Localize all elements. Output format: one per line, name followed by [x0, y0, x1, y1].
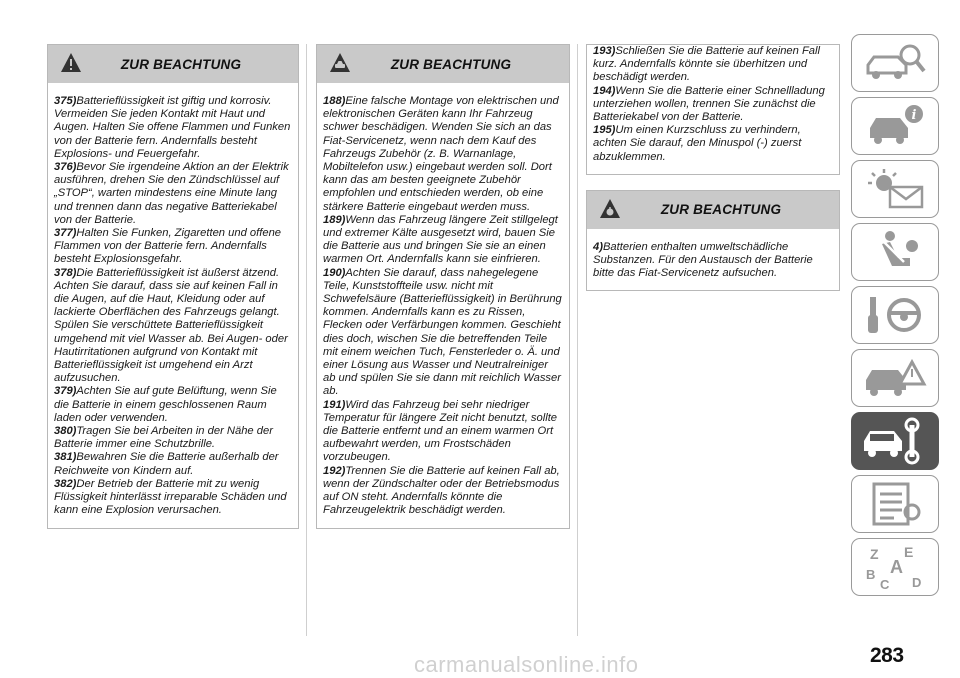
warning-item-number: 381)	[54, 451, 77, 464]
warning-item	[54, 385, 292, 425]
nav-tab-index[interactable]	[851, 538, 939, 596]
nav-tab-maintenance[interactable]	[851, 412, 939, 470]
warning-item-number: 195)	[593, 124, 616, 137]
warning-item-text: Halten Sie Funken, Zigaretten und offene Flammen von der Batterie fern. Andernfalls besteht Explosionsgefahr.	[54, 227, 282, 266]
warning-item	[54, 478, 292, 518]
warning-item-number: 376)	[54, 161, 77, 174]
warning-item	[593, 85, 833, 125]
warning-item-text: Wird das Fahrzeug bei sehr niedriger Temperatur für längere Zeit nicht benutzt, sollte die Batterie entfernt und an einem warmen Ort aufbewahrt werden, um Frostschäden vorzubeugen.	[323, 398, 558, 464]
column-divider	[577, 44, 578, 636]
svg-text:D: D	[912, 575, 922, 590]
warning-item-number: 4)	[593, 240, 603, 253]
column-divider	[306, 44, 307, 636]
warning-item-number: 193)	[593, 45, 616, 57]
warning-item	[54, 267, 292, 386]
warning-item-number: 377)	[54, 227, 77, 240]
warning-triangle-icon	[60, 52, 82, 74]
warning-item-text: Batterieflüssigkeit ist giftig und korrosiv. Vermeiden Sie jeden Kontakt mit Haut und Augen. Halten Sie offene Flammen und Funken von der Batterie fern. Andernfalls besteht Explosions- und Feuergefahr.	[54, 95, 291, 160]
car-breakdown-icon	[860, 354, 930, 402]
environment-icon	[599, 198, 621, 220]
warning-body	[317, 83, 569, 528]
warning-item-number: 191)	[323, 398, 346, 411]
watermark: carmanualsonline.info	[414, 652, 639, 677]
warning-item-number: 192)	[323, 464, 346, 477]
page-number: 283	[870, 644, 904, 667]
warning-item	[593, 241, 833, 281]
svg-text:Z: Z	[870, 546, 879, 562]
warning-item-text: Schließen Sie die Batterie auf keinen Fall kurz. Andernfalls könnte sie überhitzen und beschädigt werden.	[593, 45, 821, 84]
svg-text:i: i	[911, 108, 917, 123]
seat-airbag-icon	[860, 228, 930, 276]
nav-tab-safety[interactable]	[851, 223, 939, 281]
key-steering-wheel-icon	[860, 291, 930, 339]
warning-title: ZUR BEACHTUNG	[390, 56, 512, 72]
warning-item	[54, 425, 292, 451]
car-inspection-icon	[860, 39, 930, 87]
car-wrench-icon	[860, 417, 930, 465]
svg-text:B: B	[866, 567, 876, 582]
warning-item	[54, 95, 292, 161]
warning-box-header	[48, 45, 298, 83]
warning-item-number: 380)	[54, 425, 77, 438]
warning-item	[593, 124, 833, 164]
car-info-icon	[860, 102, 930, 150]
warning-item	[323, 399, 563, 465]
nav-tab-car-inspection[interactable]	[851, 34, 939, 92]
warning-item-number: 382)	[54, 477, 77, 490]
warning-item-text: Bevor Sie irgendeine Aktion an der Elektrik ausführen, drehen Sie den Zündschlüssel auf „STOP“, warten mindestens eine Minute lang und trennen dann das negative Batteriekabel von der Batterie.	[54, 161, 289, 226]
warning-box-2	[316, 44, 570, 529]
chapter-navigation	[851, 34, 941, 601]
warning-item	[54, 161, 292, 227]
warning-item-text: Achten Sie darauf, dass nahegelegene Teile, Kunststoffteile usw. nicht mit Schwefelsäure (Batterieflüssigkeit) in Berührung kommen. Andernfalls kann es zu Rissen, Flecken oder Verfärbungen kommen. Geschieht dies doch, wischen Sie die betreffenden Teile mit einem weichen Tuch, Fensterleder o. Ä. und einer Lösung aus Wasser und Neutralreiniger ab und spülen Sie sie dann mit reichlich Wasser ab.	[323, 266, 562, 398]
warning-lights-message-icon	[860, 165, 930, 213]
warning-body	[48, 83, 298, 528]
warning-item-text: Wenn das Fahrzeug längere Zeit stillgelegt und extremer Kälte ausgesetzt wird, bauen Sie die Batterie aus und bringen Sie sie an einen warmen Ort. Andernfalls kann sie einfrieren.	[323, 213, 558, 266]
warning-item-text: Achten Sie auf gute Belüftung, wenn Sie die Batterie in einem geschlossenen Raum laden oder verwenden.	[54, 385, 277, 424]
warning-box-3	[586, 190, 840, 292]
warning-item	[593, 45, 833, 85]
warning-item-text: Die Batterieflüssigkeit ist äußerst ätzend. Achten Sie darauf, dass sie auf keinen Fall in die Augen, auf die Haut, Kleidung oder auf lackierte Oberflächen des Fahrzeugs gelangt. Spülen Sie verschüttete Batterieflüssigkeit umgehend mit viel Wasser ab. Bei Augen- oder Hautirritationen aufgrund von Kontakt mit Batterieflüssigkeit ist umgehend ein Arzt aufzusuchen.	[54, 266, 288, 385]
warning-item-text: Wenn Sie die Batterie einer Schnellladung unterziehen wollen, trennen Sie zunächst die Batteriekabel von der Batterie.	[593, 84, 825, 124]
warning-item-number: 188)	[323, 95, 346, 107]
nav-tab-warning-lights[interactable]	[851, 160, 939, 218]
warning-item-text: Der Betrieb der Batterie mit zu wenig Flüssigkeit hinterlässt irreparable Schäden und kann eine Explosion verursachen.	[54, 477, 287, 517]
warning-item-number: 378)	[54, 266, 77, 279]
warning-item-number: 190)	[323, 266, 346, 279]
warning-title: ZUR BEACHTUNG	[660, 202, 782, 218]
warning-item	[323, 214, 563, 267]
column-3	[586, 44, 840, 291]
nav-tab-technical-data[interactable]	[851, 475, 939, 533]
nav-tab-emergency[interactable]	[851, 349, 939, 407]
warning-item	[54, 227, 292, 267]
warning-item-text: Eine falsche Montage von elektrischen und elektronischen Geräten kann Ihr Fahrzeug schwer beschädigen. Wenden Sie sich an das Fiat-Servicenetz, wenn nach dem Kauf des Fahrzeugs Zubehör (z. B. Warnanlage, Mobiltelefon usw.) eingebaut werden soll. Dort kann das am besten geeignete Zubehör empfohlen und entschieden werden, ob eine stärkere Batterie eingebaut werden muss.	[323, 95, 559, 213]
warning-item-text: Um einen Kurzschluss zu verhindern, achten Sie darauf, den Minuspol (-) zuerst abzuklemmen.	[593, 124, 802, 163]
warning-item-text: Trennen Sie die Batterie auf keinen Fall ab, wenn der Zündschalter oder der Betriebsmodus auf ON steht. Andernfalls könnte die Fahrzeugelektrik beschädigt werden.	[323, 464, 560, 517]
warning-item-number: 194)	[593, 84, 616, 97]
svg-text:C: C	[880, 577, 890, 591]
warning-title: ZUR BEACHTUNG	[120, 56, 242, 72]
warning-item-text: Bewahren Sie die Batterie außerhalb der Reichweite von Kindern auf.	[54, 451, 279, 477]
warning-box-1	[47, 44, 299, 529]
technical-data-icon	[860, 480, 930, 528]
warning-item-number: 379)	[54, 385, 77, 398]
warning-box-continued	[586, 44, 840, 175]
nav-tab-starting-driving[interactable]	[851, 286, 939, 344]
warning-item-number: 375)	[54, 95, 77, 107]
svg-text:E: E	[904, 544, 914, 560]
warning-item	[323, 95, 563, 214]
warning-box-header	[317, 45, 569, 83]
warning-item-text: Tragen Sie bei Arbeiten in der Nähe der Batterie immer eine Schutzbrille.	[54, 425, 273, 451]
alphabetical-index-icon	[860, 543, 930, 591]
car-warning-icon	[329, 52, 351, 74]
warning-item	[323, 465, 563, 518]
warning-item-text: Batterien enthalten umweltschädliche Substanzen. Für den Austausch der Batterie bitte das Fiat-Servicenetz aufsuchen.	[593, 240, 813, 280]
warning-box-header	[587, 191, 839, 229]
svg-text:A: A	[890, 557, 903, 577]
warning-item	[54, 451, 292, 477]
nav-tab-car-info[interactable]	[851, 97, 939, 155]
warning-body	[587, 229, 839, 291]
warning-body	[587, 45, 839, 174]
warning-item	[323, 267, 563, 399]
warning-item-number: 189)	[323, 213, 346, 226]
